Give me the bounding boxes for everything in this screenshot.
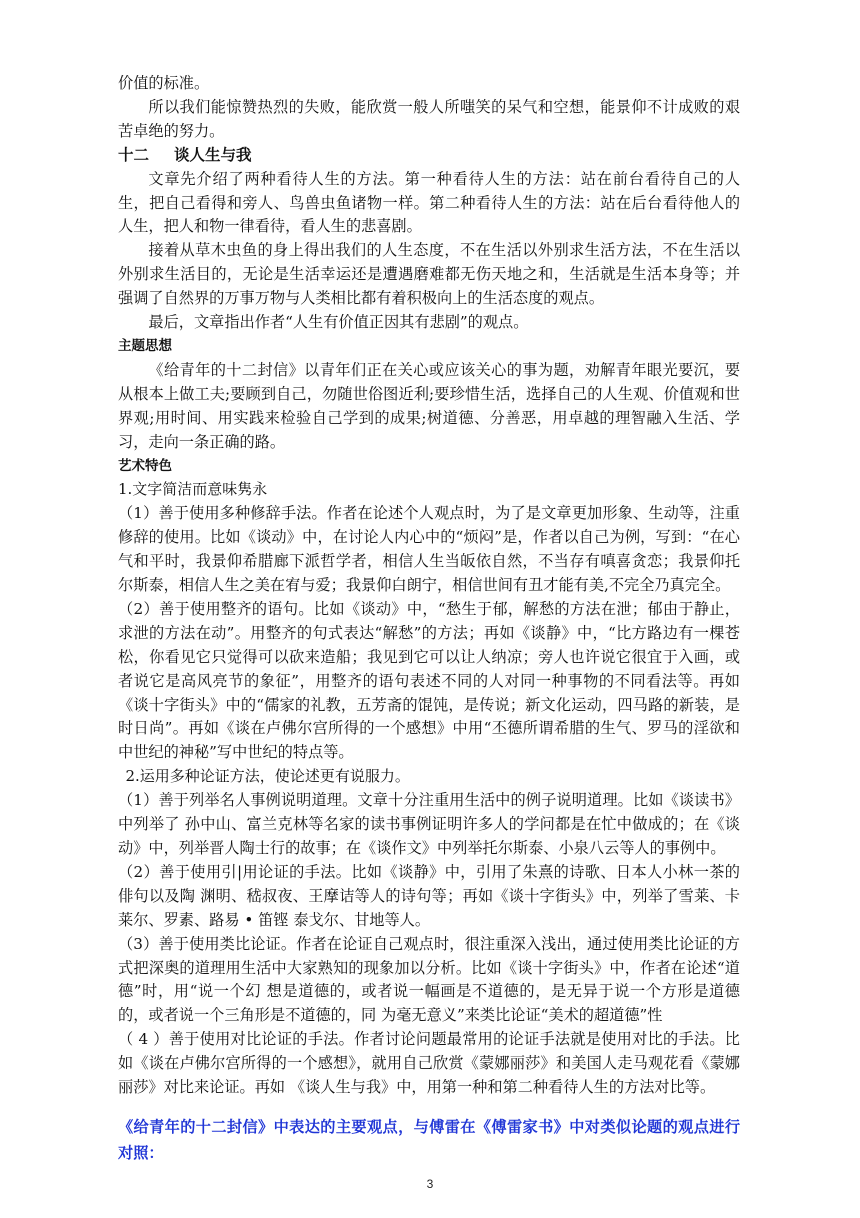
paragraph: （ 4 ）善于使用对比论证的手法。作者讨论问题最常用的论证手法就是使用对比的手法。比如《谈在卢佛尔宫所得的一个感想》，就用自己欣赏《蒙娜丽莎》和美国人走马观花看《蒙娜丽莎》对比来论证。再如 《谈人生与我》中，用第一种和第二种看待人生的方法对比等。 <box>118 1030 740 1097</box>
paragraph: （3）善于使用类比论证。作者在论证自己观点时，很注重深入浅出，通过使用类比论证的方式把深奥的道理用生活中大家熟知的现象加以分析。比如《谈十字街头》中，作者在论述“道德”时，用“说一个幻 想是道德的，或者说一幅画是不道德的，是无异于说一个方形是道德的，或者说一个三角形是不道德的，同 为毫无意义”来类比论证“美术的超道德”性 <box>118 934 740 1025</box>
paragraph: 最后，文章指出作者“人生有价值正因其有悲剧”的观点。 <box>148 313 529 332</box>
art-heading: 艺术特色 <box>118 457 172 474</box>
paragraph: 所以我们能惊赞热烈的失败，能欣赏一般人所嗤笑的呆气和空想，能景仰不计成败的艰苦卓绝的努力。 <box>118 97 740 140</box>
text-column <box>118 72 740 1166</box>
theme-heading: 主题思想 <box>118 337 172 354</box>
paragraph: （1）善于列举名人事例说明道理。文章十分注重用生活中的例子说明道理。比如《谈读书》中列举了 孙中山、富兰克林等名家的读书事例证明许多人的学问都是在忙中做成的；在《谈动》中，列举晋人陶士行的故事；在《谈作文》中列举托尔斯泰、小泉八云等人的事例中。 <box>118 791 740 857</box>
paragraph-line: 价值的标准。 <box>118 74 210 92</box>
highlight-question: 《给青年的十二封信》中表达的主要观点，与傅雷在《傅雷家书》中对类似论题的观点进行对照： <box>118 1117 740 1162</box>
subheading: 2.运用多种论证方法，使论述更有说服力。 <box>125 767 410 786</box>
subheading: 1.文字简洁而意味隽永 <box>118 480 268 499</box>
paragraph: （1）善于使用多种修辞手法。作者在论述个人观点时，为了是文章更加形象、生动等，注重修辞的使用。比如《谈动》中，在讨论人内心中的“烦闷”是，作者以自己为例，写到：“在心气和平时，我景仰希腊廊下派哲学者，相信人生当皈依自然，不当存有嗔喜贪恋；我景仰托尔斯泰，相信人生之美在宥与爱；我景仰白朗宁，相信世间有丑才能有美,不完全乃真完全。 <box>118 504 740 595</box>
paragraph: 《给青年的十二封信》以青年们正在关心或应该关心的事为题，劝解青年眼光要沉，要从根本上做工夫;要顾到自己，勿随世俗图近利;要珍惜生活，选择自己的人生观、价值观和世界观;用时间、用实践来检验自己学到的成果;树道德、分善恶，用卓越的理智融入生活、学习，走向一条正确的路。 <box>118 360 740 451</box>
paragraph: 文章先介绍了两种看待人生的方法。第一种看待人生的方法：站在前台看待自己的人生，把自己看得和旁人、鸟兽虫鱼诸物一样。第二种看待人生的方法：站在后台看待他人的人生，把人和物一律看待，看人生的悲喜剧。 <box>118 169 740 236</box>
paragraph: 接着从草木虫鱼的身上得出我们的人生态度，不在生活以外别求生活方法，不在生活以外别求生活目的，无论是生活幸运还是遭遇磨难都无伤天地之和，生活就是生活本身等；并强调了自然界的万事万物与人类相比都有着积极向上的生活态度的观点。 <box>118 241 740 308</box>
section-heading <box>118 144 740 168</box>
section-number: 十二 <box>118 145 150 164</box>
page-number: 3 <box>426 1177 434 1191</box>
paragraph: （2）善于使用整齐的语句。比如《谈动》中，“愁生于郁，解愁的方法在泄；郁由于静止，求泄的方法在动”。用整齐的句式表达“解愁”的方法；再如《谈静》中，“比方路边有一棵苍松，你看见它只觉得可以砍来造船；我见到它可以让人纳凉；旁人也许说它很宜于入画，或者说它是高风亮节的象征”，用整齐的语句表述不同的人对同一种事物的不同看法等。再如《谈十字街头》中的“儒家的礼教，五芳斋的馄饨，是传说；新文化运动，四马路的新装，是时日尚”。再如《谈在卢佛尔宫所得的一个感想》中用“丕德所谓希腊的生气、罗马的淫欲和中世纪的神秘”写中世纪的特点等。 <box>118 599 740 762</box>
section-title: 谈人生与我 <box>174 145 252 164</box>
paragraph: （2）善于使用引|用论证的手法。比如《谈静》中，引用了朱熹的诗歌、日本人小林一茶的俳句以及陶 渊明、嵇叔夜、王摩诘等人的诗句等；再如《谈十字街头》中，列举了雪莱、卡莱尔、罗素、路易 • 笛铿 泰戈尔、甘地等人。 <box>118 862 740 929</box>
